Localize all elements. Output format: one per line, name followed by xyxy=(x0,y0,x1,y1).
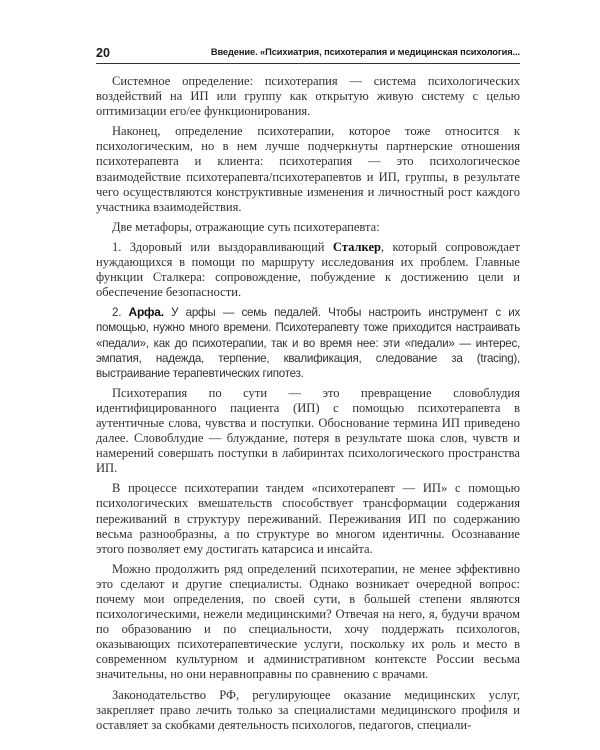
term-stalker: Сталкер xyxy=(332,239,381,254)
paragraph-psychotherapy-essence: Психотерапия по сути — это превращение словоблудия идентифицированного пациента (ИП) с помощью психотерапевта в аутентичные слова, чувства и поступки. Обоснование термина ИП приведено далее. Словоблудие — блуждание, потеря в результате шока слов, чувств и намерений совершать поступки в лабиринтах психологического пространства ИП. xyxy=(96,385,520,476)
paragraph-tandem-process: В процессе психотерапии тандем «психотерапевт — ИП» с помощью психологических вмешательств способствует трансформации содержания переживаний в структуру переживаний. Переживания ИП по содержанию весьма разнообразны, а по структуре во многом идентичны. Осознавание этого позволяет ему достигать катарсиса и инсайта. xyxy=(96,481,520,556)
running-head-title: Введение. «Психиатрия, психотерапия и медицинская психология... xyxy=(210,47,520,57)
term-harp: Арфа. xyxy=(128,305,164,320)
page-number: 20 xyxy=(96,46,110,60)
paragraph-system-definition: Системное определение: психотерапия — система психологических воздействий на ИП или группу как открытую живую систему с целью оптимизации его/ее функционирования. xyxy=(96,74,520,119)
running-head xyxy=(96,45,520,64)
paragraph-metaphor-stalker xyxy=(96,240,520,300)
paragraph-definitions-question: Можно продолжить ряд определений психотерапии, не менее эффективно это сделают и другие специалисты. Однако возникает очередной вопрос: почему мои определения, по своей сути, в большей степени являются психологическими, нежели медицинскими? Отвечая на него, я, будучи врачом по образованию и по специальности, хочу поддержать психологов, оказывающих психотерапевтические услуги, поскольку их роль и место в современном культурном и административном контексте России весьма значительны, но они неравноправны по сравнению с врачами. xyxy=(96,561,520,682)
paragraph-metaphors-intro: Две метафоры, отражающие суть психотерапевта: xyxy=(112,219,380,234)
list-number-1: 1. Здоровый или выздоравливающий xyxy=(112,239,333,254)
paragraph-legislation: Законодательство РФ, регулирующее оказание медицинских услуг, закрепляет право лечить только за специалистами медицинского профиля и оставляет за скобками деятельность психологов, педагогов, специали- xyxy=(96,687,520,732)
paragraph-metaphor-harp xyxy=(96,305,520,380)
paragraph-partner-definition: Наконец, определение психотерапии, которое тоже относится к психологическим, но в нем лучше подчеркнуты партнерские отношения психотерапевта и клиента: психотерапия — это психологическое взаимодействие психотерапевта/психотерапевтов и ИП, группы, в результате чего осуществляются конструктивные изменения и личностный рост каждого участника взаимодействия. xyxy=(96,124,520,214)
list-number-2: 2. xyxy=(112,306,129,320)
stalker-description: , который сопровождает нуждающихся в помощи по маршруту исследования их проблем. Главные функции Сталкера: сопровождение, побуждение к достижению цели и обеспечение безопасности. xyxy=(96,239,520,300)
body-text xyxy=(96,74,520,733)
harp-description: У арфы — семь педалей. Чтобы настроить инструмент с их помощью, нужно много времени. Психотерапевту тоже приходится настраивать «педали», как до психотерапии, так и во время нее: эти «педали» — интерес, эмпатия, надежда, терпение, квалификация, следование за (tracing), выстраивание терапевтических гипотез. xyxy=(96,306,521,380)
